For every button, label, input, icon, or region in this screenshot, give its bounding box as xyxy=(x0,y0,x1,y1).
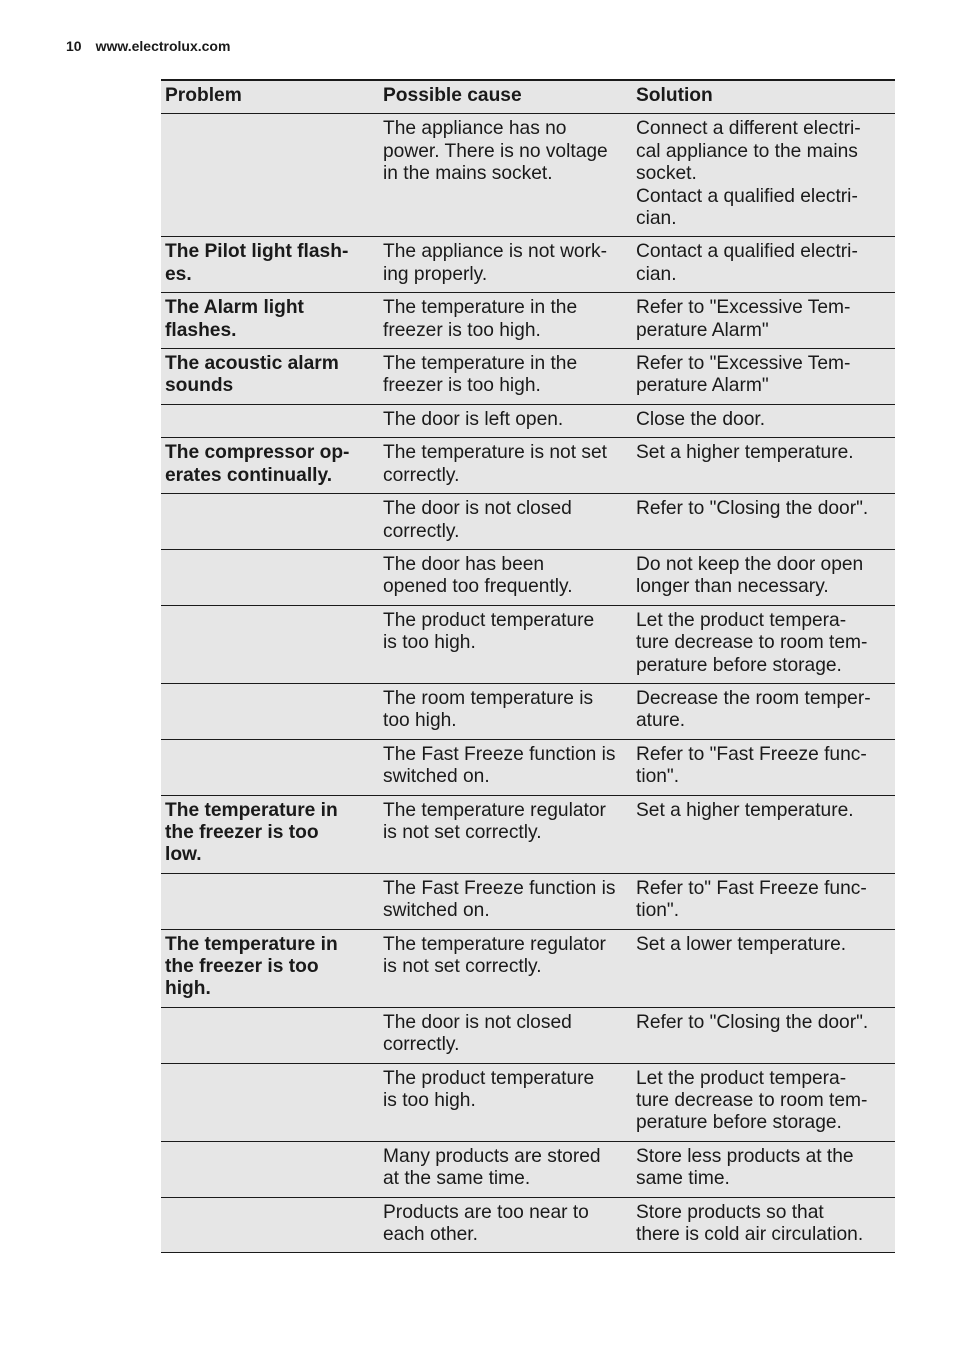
cause-cell-line: The appliance is not work- xyxy=(383,241,607,263)
column-header-solution: Solution xyxy=(636,85,713,106)
solution-cell xyxy=(632,349,895,405)
cause-cell-line: The temperature is not set xyxy=(383,442,607,464)
problem-cell xyxy=(161,795,379,873)
solution-cell xyxy=(632,605,895,683)
cause-cell xyxy=(379,1197,632,1253)
solution-cell xyxy=(632,1197,895,1253)
cause-cell-line: The door is left open. xyxy=(383,408,564,430)
problem-cell xyxy=(161,404,379,437)
cause-cell-line: The product temperature xyxy=(383,1067,595,1089)
problem-cell-line: The Pilot light flash- xyxy=(165,241,349,263)
problem-cell xyxy=(161,1063,379,1141)
cause-cell-line: The temperature regulator xyxy=(383,799,606,821)
cause-cell xyxy=(379,929,632,1007)
problem-cell-line: erates continually. xyxy=(165,464,333,486)
solution-cell-line: Refer to "Fast Freeze func- xyxy=(636,743,867,765)
solution-cell-line: perature Alarm" xyxy=(636,375,769,397)
cause-cell xyxy=(379,1007,632,1063)
table-row xyxy=(161,683,895,739)
solution-cell-line: Let the product tempera- xyxy=(636,1067,847,1089)
solution-cell xyxy=(632,873,895,929)
table-row xyxy=(161,349,895,405)
problem-cell-line: es. xyxy=(165,263,192,285)
cause-cell-line: is not set correctly. xyxy=(383,821,542,843)
solution-cell-line: Set a higher temperature. xyxy=(636,442,854,464)
table-row xyxy=(161,739,895,795)
cause-cell xyxy=(379,293,632,349)
cause-cell xyxy=(379,1063,632,1141)
solution-cell-line: ature. xyxy=(636,710,686,732)
website-url: www.electrolux.com xyxy=(95,38,231,54)
solution-cell-line: Contact a qualified electri- xyxy=(636,185,858,207)
solution-cell xyxy=(632,929,895,1007)
problem-cell xyxy=(161,549,379,605)
solution-cell-line: Store less products at the xyxy=(636,1145,854,1167)
cause-cell-line: correctly. xyxy=(383,464,460,486)
problem-cell xyxy=(161,349,379,405)
cause-cell-line: The temperature in the xyxy=(383,297,578,319)
problem-cell xyxy=(161,1007,379,1063)
solution-cell-line: ture decrease to room tem- xyxy=(636,632,868,654)
problem-cell-line: high. xyxy=(165,978,211,1000)
problem-cell xyxy=(161,739,379,795)
table-row xyxy=(161,404,895,437)
problem-cell xyxy=(161,114,379,237)
solution-cell-line: cian. xyxy=(636,208,677,230)
cause-cell-line: correctly. xyxy=(383,520,460,542)
cause-cell xyxy=(379,404,632,437)
problem-cell xyxy=(161,293,379,349)
problem-cell-line: The temperature in xyxy=(165,799,338,821)
solution-cell-line: perature before storage. xyxy=(636,1112,842,1134)
solution-cell xyxy=(632,739,895,795)
solution-cell-line: cal appliance to the mains xyxy=(636,140,858,162)
problem-cell xyxy=(161,1197,379,1253)
cause-cell-line: power. There is no voltage xyxy=(383,140,608,162)
cause-cell-line: switched on. xyxy=(383,900,490,922)
cause-cell-line: switched on. xyxy=(383,766,490,788)
solution-cell xyxy=(632,795,895,873)
table-row xyxy=(161,1141,895,1197)
solution-cell-line: socket. xyxy=(636,163,697,185)
cause-cell-line: opened too frequently. xyxy=(383,576,573,598)
problem-cell-line: the freezer is too xyxy=(165,956,319,977)
solution-cell-line: Set a higher temperature. xyxy=(636,799,854,821)
page-number: 10 xyxy=(66,38,82,54)
cause-cell xyxy=(379,1141,632,1197)
problem-cell xyxy=(161,494,379,550)
cause-cell-line: The Fast Freeze function is xyxy=(383,743,616,765)
cause-cell xyxy=(379,349,632,405)
cause-cell-line: The temperature in the xyxy=(383,353,578,375)
cause-cell xyxy=(379,795,632,873)
solution-cell-line: cian. xyxy=(636,263,677,285)
cause-cell-line: The door has been xyxy=(383,553,545,575)
solution-cell xyxy=(632,237,895,293)
solution-cell-line: Do not keep the door open xyxy=(636,553,864,575)
solution-cell-line: Contact a qualified electri- xyxy=(636,241,858,263)
solution-cell-line: Decrease the room temper- xyxy=(636,687,871,709)
table-body xyxy=(161,114,895,1253)
table-row xyxy=(161,293,895,349)
cause-cell-line: The temperature regulator xyxy=(383,933,606,955)
cause-cell xyxy=(379,605,632,683)
cause-cell xyxy=(379,438,632,494)
cause-cell xyxy=(379,873,632,929)
cause-cell-line: in the mains socket. xyxy=(383,163,553,185)
cause-cell-line: The appliance has no xyxy=(383,118,567,140)
solution-cell-line: longer than necessary. xyxy=(636,576,829,598)
cause-cell xyxy=(379,494,632,550)
cause-cell-line: too high. xyxy=(383,710,457,732)
cause-cell xyxy=(379,114,632,237)
solution-cell-line: tion". xyxy=(636,766,680,788)
cause-cell-line: is too high. xyxy=(383,632,476,654)
solution-cell-line: Refer to "Closing the door". xyxy=(636,1011,869,1033)
solution-cell-line: Set a lower temperature. xyxy=(636,933,847,955)
solution-cell-line: Refer to" Fast Freeze func- xyxy=(636,877,867,899)
solution-cell-line: Let the product tempera- xyxy=(636,609,847,631)
table-row xyxy=(161,1197,895,1253)
table-row xyxy=(161,605,895,683)
solution-cell xyxy=(632,404,895,437)
problem-cell xyxy=(161,237,379,293)
solution-cell xyxy=(632,293,895,349)
cause-cell-line: The room temperature is xyxy=(383,687,594,709)
table-row xyxy=(161,237,895,293)
cause-cell-line: Many products are stored xyxy=(383,1145,601,1167)
table-row xyxy=(161,795,895,873)
table-row xyxy=(161,114,895,237)
table-row xyxy=(161,549,895,605)
table-row xyxy=(161,929,895,1007)
solution-cell-line: Close the door. xyxy=(636,408,766,430)
table-row xyxy=(161,494,895,550)
problem-cell xyxy=(161,929,379,1007)
problem-cell xyxy=(161,605,379,683)
solution-cell-line: Refer to "Excessive Tem- xyxy=(636,297,851,319)
cause-cell-line: each other. xyxy=(383,1224,478,1246)
solution-cell-line: Refer to "Excessive Tem- xyxy=(636,353,851,375)
problem-cell-line: The acoustic alarm xyxy=(165,353,339,375)
cause-cell-line: The product temperature xyxy=(383,609,595,631)
problem-cell-line: The compressor op- xyxy=(165,442,350,464)
solution-cell-line: perature before storage. xyxy=(636,654,842,676)
cause-cell-line: The Fast Freeze function is xyxy=(383,877,616,899)
cause-cell xyxy=(379,739,632,795)
cause-cell-line: Products are too near to xyxy=(383,1201,589,1223)
solution-cell-line: tion". xyxy=(636,900,680,922)
problem-cell xyxy=(161,873,379,929)
solution-cell-line: Connect a different electri- xyxy=(636,118,861,140)
solution-cell-line: same time. xyxy=(636,1168,730,1190)
solution-cell xyxy=(632,1063,895,1141)
cause-cell-line: is too high. xyxy=(383,1090,476,1112)
table-header-row xyxy=(161,80,895,114)
cause-cell-line: ing properly. xyxy=(383,263,488,285)
problem-cell-line: flashes. xyxy=(165,319,237,341)
problem-cell-line: The temperature in xyxy=(165,933,338,955)
cause-cell-line: at the same time. xyxy=(383,1168,531,1190)
table-row xyxy=(161,1007,895,1063)
cause-cell xyxy=(379,237,632,293)
cause-cell xyxy=(379,549,632,605)
problem-cell xyxy=(161,438,379,494)
cause-cell xyxy=(379,683,632,739)
solution-cell xyxy=(632,549,895,605)
problem-cell xyxy=(161,683,379,739)
problem-cell-line: sounds xyxy=(165,375,234,397)
solution-cell xyxy=(632,114,895,237)
solution-cell xyxy=(632,683,895,739)
solution-cell xyxy=(632,494,895,550)
troubleshooting-table xyxy=(161,79,895,1253)
solution-cell xyxy=(632,1007,895,1063)
solution-cell-line: Refer to "Closing the door". xyxy=(636,498,869,520)
problem-cell xyxy=(161,1141,379,1197)
cause-cell-line: correctly. xyxy=(383,1034,460,1056)
cause-cell-line: The door is not closed xyxy=(383,498,572,520)
table-row xyxy=(161,438,895,494)
solution-cell-line: there is cold air circulation. xyxy=(636,1224,864,1246)
problem-cell-line: low. xyxy=(165,844,202,866)
page-header xyxy=(66,38,230,54)
solution-cell xyxy=(632,438,895,494)
problem-cell-line: the freezer is too xyxy=(165,821,319,843)
cause-cell-line: freezer is too high. xyxy=(383,319,541,341)
column-header-problem: Problem xyxy=(165,85,242,106)
solution-cell-line: perature Alarm" xyxy=(636,319,769,341)
table-row xyxy=(161,873,895,929)
problem-cell-line: The Alarm light xyxy=(165,297,304,319)
cause-cell-line: The door is not closed xyxy=(383,1011,572,1033)
cause-cell-line: freezer is too high. xyxy=(383,375,541,397)
solution-cell xyxy=(632,1141,895,1197)
cause-cell-line: is not set correctly. xyxy=(383,956,542,977)
column-header-possible-cause: Possible cause xyxy=(383,85,522,106)
solution-cell-line: Store products so that xyxy=(636,1201,824,1223)
solution-cell-line: ture decrease to room tem- xyxy=(636,1090,868,1112)
table-row xyxy=(161,1063,895,1141)
